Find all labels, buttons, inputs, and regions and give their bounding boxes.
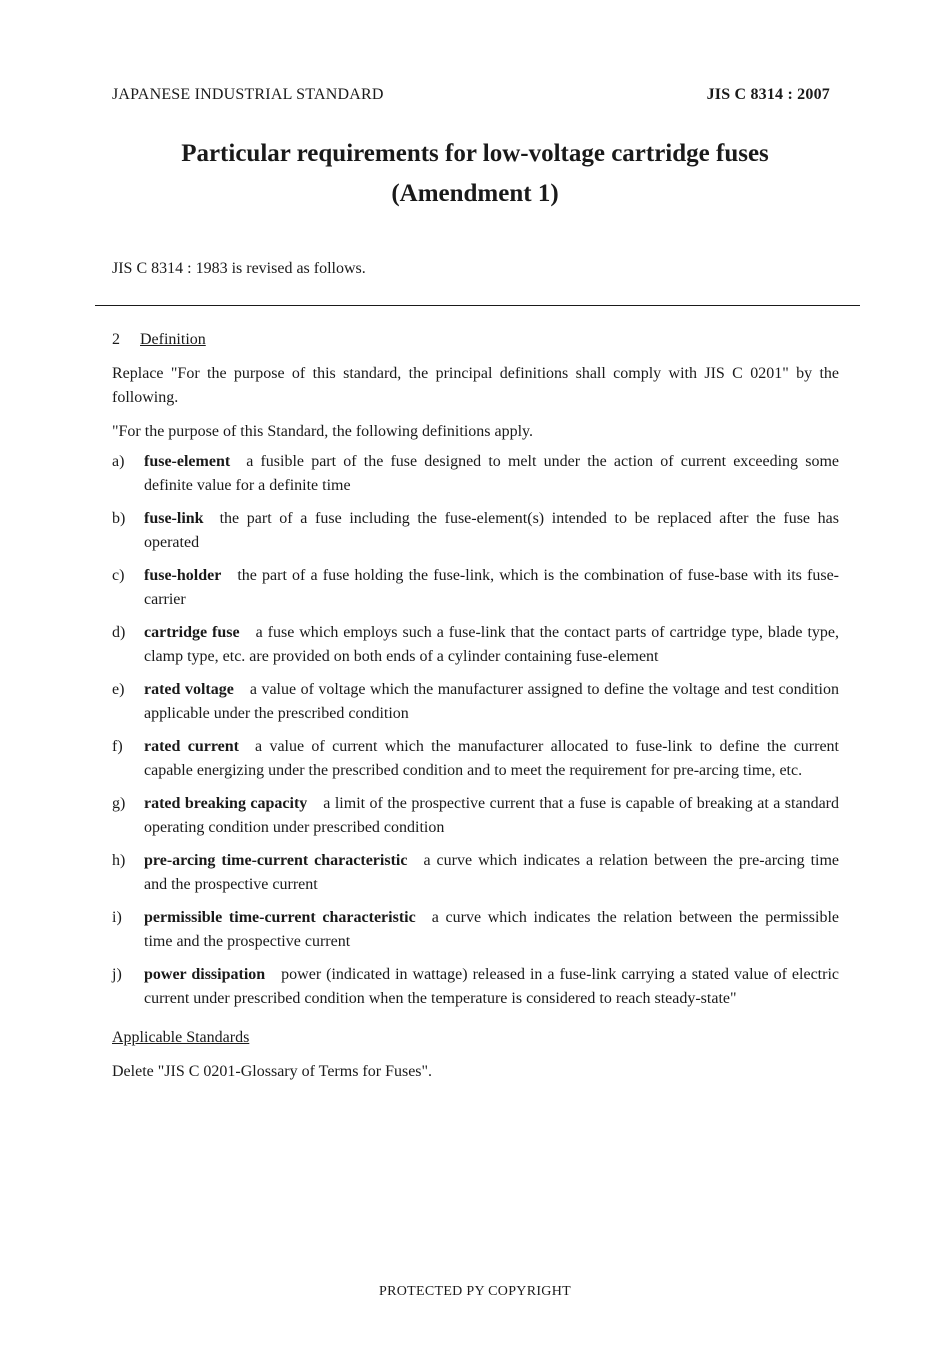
definition-item — [112, 621, 839, 669]
definition-body — [144, 849, 839, 897]
definition-text: a limit of the prospective current that a fuse is capable of breaking at a standard operating condition under prescribed condition — [144, 795, 840, 836]
definition-label: h) — [112, 852, 126, 869]
definition-label: b) — [112, 510, 126, 527]
definition-text: a curve which indicates the relation between the permissible time and the prospective current — [144, 909, 839, 950]
revision-note: JIS C 8314 : 1983 is revised as follows. — [112, 260, 366, 277]
section-intro-paragraph: Replace "For the purpose of this standard, the principal definitions shall comply with JIS C 0201" by the following. — [112, 365, 839, 406]
definition-body — [144, 564, 839, 612]
section-heading — [112, 328, 839, 352]
definition-item — [112, 906, 839, 954]
definition-label: e) — [112, 681, 125, 698]
document-title — [0, 134, 950, 214]
header-standard-name: JAPANESE INDUSTRIAL STANDARD — [112, 86, 384, 103]
definition-text: a value of current which the manufacturer allocated to fuse-link to define the current capable energizing under the prescribed condition and to meet the requirement for pre-arcing time, etc. — [144, 738, 840, 779]
definition-label: f) — [112, 738, 123, 755]
section-number: 2 — [112, 331, 120, 348]
definition-body — [144, 678, 839, 726]
definition-body — [144, 906, 839, 954]
definition-label: d) — [112, 624, 126, 641]
definition-item — [112, 678, 839, 726]
definition-label: g) — [112, 795, 126, 812]
definition-item — [112, 564, 839, 612]
definition-label: c) — [112, 567, 125, 584]
definition-term: cartridge fuse — [144, 624, 240, 641]
definition-term: rated voltage — [144, 681, 234, 698]
definition-term: fuse-link — [144, 510, 204, 527]
definitions-intro: "For the purpose of this Standard, the following definitions apply. — [112, 423, 533, 440]
page-header — [112, 86, 830, 104]
definition-text: the part of a fuse including the fuse-element(s) intended to be replaced after the fuse has operated — [144, 510, 839, 551]
definition-label: j) — [112, 966, 122, 983]
definition-term: rated current — [144, 738, 240, 755]
applicable-standards-heading: Applicable Standards — [112, 1029, 250, 1046]
definition-item — [112, 849, 839, 897]
definition-text: power (indicated in wattage) released in a fuse-link carrying a stated value of electric current under prescribed condition when the temperature is considered to reach steady-state" — [144, 966, 840, 1007]
definition-term: fuse-holder — [144, 567, 222, 584]
document-body — [112, 328, 839, 1084]
definition-text: a curve which indicates a relation between the pre-arcing time and the prospective current — [144, 852, 840, 893]
definitions-list — [112, 450, 839, 1011]
definition-label: a) — [112, 453, 125, 470]
definition-body — [144, 963, 839, 1011]
horizontal-rule — [95, 305, 860, 306]
definition-text: a value of voltage which the manufacturer assigned to define the voltage and test condition applicable under the prescribed condition — [144, 681, 839, 722]
definition-text: a fusible part of the fuse designed to melt under the action of current exceeding some definite value for a definite time — [144, 453, 839, 494]
definition-term: pre-arcing time-current characteristic — [144, 852, 408, 869]
applicable-standards-section — [112, 1026, 839, 1084]
section-title: Definition — [140, 331, 206, 348]
definition-item — [112, 963, 839, 1011]
header-standard-number: JIS C 8314 : 2007 — [706, 86, 830, 103]
definition-term: rated breaking capacity — [144, 795, 308, 812]
title-line-1: Particular requirements for low-voltage cartridge fuses — [181, 140, 769, 167]
definition-label: i) — [112, 909, 122, 926]
definition-body — [144, 450, 839, 498]
definition-text: the part of a fuse holding the fuse-link, which is the combination of fuse-base with its fuse-carrier — [144, 567, 839, 608]
definition-body — [144, 792, 839, 840]
copyright-footer: PROTECTED PY COPYRIGHT — [379, 1284, 571, 1299]
applicable-standards-text: Delete "JIS C 0201-Glossary of Terms for Fuses". — [112, 1063, 433, 1080]
definition-text: a fuse which employs such a fuse-link that the contact parts of cartridge type, blade type, clamp type, etc. are provided on both ends of a cylinder containing fuse-element — [144, 624, 840, 665]
definition-body — [144, 621, 839, 669]
definition-term: fuse-element — [144, 453, 231, 470]
definition-item — [112, 450, 839, 498]
definition-body — [144, 507, 839, 555]
title-line-2: (Amendment 1) — [391, 180, 559, 207]
definition-term: permissible time-current characteristic — [144, 909, 416, 926]
definition-item — [112, 735, 839, 783]
definition-body — [144, 735, 839, 783]
definition-item — [112, 792, 839, 840]
definition-item — [112, 507, 839, 555]
definition-term: power dissipation — [144, 966, 266, 983]
